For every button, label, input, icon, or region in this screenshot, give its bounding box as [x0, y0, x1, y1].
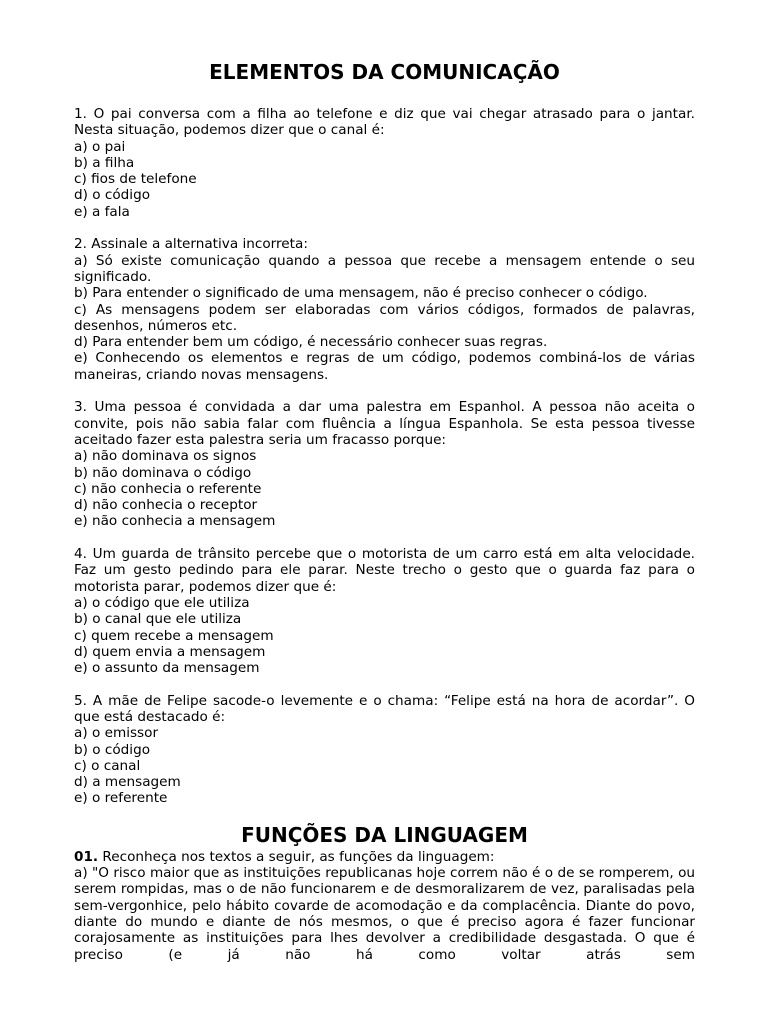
question-1	[74, 106, 695, 220]
option-b: b) o código	[74, 741, 151, 758]
question-stem: 5. A mãe de Felipe sacode-o levemente e o chama: “Felipe está na hora de acordar”. O que está destacado é:	[74, 692, 695, 725]
option-b: b) Para entender o significado de uma mensagem, não é preciso conhecer o código.	[74, 285, 648, 302]
document	[74, 58, 695, 963]
question-number: 01.	[74, 848, 99, 865]
option-e: e) a fala	[74, 203, 130, 220]
section-title: FUNÇÕES DA LINGUAGEM	[241, 822, 528, 847]
question-stem: 2. Assinale a alternativa incorreta:	[74, 236, 308, 253]
question-stem: 4. Um guarda de trânsito percebe que o motorista de um carro está em alta velocidade. Faz um gesto pedindo para ele parar. Neste trecho o gesto que o guarda faz para o motorista parar, podemos dizer que é:	[74, 546, 695, 595]
section2-question-stem	[74, 849, 695, 865]
option-d: d) quem envia a mensagem	[74, 643, 266, 660]
option-d: d) não conhecia o receptor	[74, 497, 258, 514]
option-c: c) fios de telefone	[74, 171, 197, 188]
option-c: c) o canal	[74, 757, 141, 774]
question-3	[74, 399, 695, 529]
question-stem: 3. Uma pessoa é convidada a dar uma palestra em Espanhol. A pessoa não aceita o convite, pois não sabia falar com fluência a língua Espanhola. Se esta pessoa tivesse aceitado fazer esta palestra seria um fracasso porque:	[74, 399, 695, 448]
option-d: d) Para entender bem um código, é necessário conhecer suas regras.	[74, 334, 548, 351]
option-d: d) a mensagem	[74, 774, 181, 791]
option-d: d) o código	[74, 187, 151, 204]
option-c: c) quem recebe a mensagem	[74, 627, 274, 644]
question-4	[74, 546, 695, 676]
option-a: a) o emissor	[74, 725, 159, 742]
option-c: c) não conhecia o referente	[74, 480, 262, 497]
page-title: ELEMENTOS DA COMUNICAÇÃO	[209, 60, 560, 84]
option-b: b) não dominava o código	[74, 464, 252, 481]
question-stem: 1. O pai conversa com a filha ao telefone e diz que vai chegar atrasado para o jantar. Nesta situação, podemos dizer que o canal é:	[74, 106, 695, 139]
option-b: b) o canal que ele utiliza	[74, 611, 242, 628]
option-e: e) Conhecendo os elementos e regras de um código, podemos combiná-los de várias maneiras, criando novas mensagens.	[74, 350, 695, 383]
question-5	[74, 693, 695, 807]
option-a: a) o pai	[74, 138, 126, 155]
question-text: Reconheça nos textos a seguir, as funções da linguagem:	[98, 848, 495, 865]
option-e: e) o assunto da mensagem	[74, 660, 260, 677]
section2-question-1	[74, 849, 695, 963]
option-a: a) o código que ele utiliza	[74, 594, 250, 611]
option-a: a) não dominava os signos	[74, 448, 257, 465]
option-e: e) não conhecia a mensagem	[74, 513, 276, 530]
option-b: b) a filha	[74, 154, 135, 171]
option-c: c) As mensagens podem ser elaboradas com vários códigos, formados de palavras, desenhos, números etc.	[74, 301, 695, 334]
question-2	[74, 236, 695, 383]
item-a-text: a) "O risco maior que as instituições republicanas hoje correm não é o de se romperem, ou serem rompidas, mas o de não funcionarem e de desmoralizarem de vez, paralisadas pela sem-vergonhice, pelo hábito covarde de acomodação e da complacência. Diante do povo, diante do mundo e diante de nós mesmos, o que é preciso agora é fazer funcionar corajosamente as instituições para lhes devolver a credibilidade desgastada. O que é preciso (e já não há como voltar atrás sem	[74, 865, 695, 963]
option-a: a) Só existe comunicação quando a pessoa que recebe a mensagem entende o seu significado.	[74, 252, 695, 285]
option-e: e) o referente	[74, 790, 168, 807]
